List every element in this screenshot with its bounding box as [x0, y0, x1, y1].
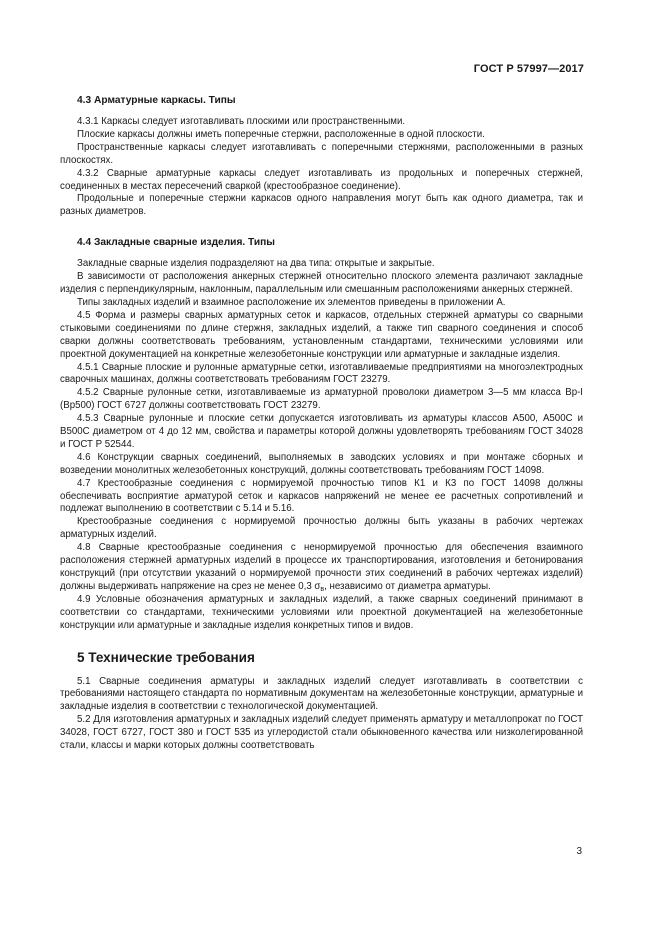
section-5-title: 5 Технические требования	[77, 649, 255, 665]
paragraph-4-9: 4.9 Условные обозначения арматурных и закладных изделий, а также сварных соединений принимают в соответствии со стандартами, техническими условиями или проектной документацией на железобетонные конструкции или арматурные и закладные изделия конкретных типов и видов.	[60, 593, 583, 631]
paragraph-5-2: 5.2 Для изготовления арматурных и закладных изделий следует применять арматуру и металлопрокат по ГОСТ 34028, ГОСТ 6727, ГОСТ 380 и ГОСТ 535 из углеродистой стали обыкновенного качества или низколегированной стали, классы и марки которых должны соответствовать	[60, 714, 583, 752]
paragraph-4-5-2: 4.5.2 Сварные рулонные сетки, изготавливаемые из арматурной проволоки диаметром 3—5 мм класса Вр-I (Вр500) ГОСТ 6727 должны соответствовать ГОСТ 23279.	[60, 387, 583, 412]
sigma-subscript: в	[320, 585, 325, 593]
paragraph-4-5-3: 4.5.3 Сварные рулонные и плоские сетки допускается изготовливать из арматуры классов А500, А500С и В500С диаметром от 4 до 12 мм, свойства и параметры которой должны удовлетворять требованиям ГОСТ 34028 и ГОСТ Р 52544.	[60, 413, 583, 450]
paragraph-4-6: 4.6 Конструкции сварных соединений, выполняемых в заводских условиях и при монтаже сборных и возведении монолитных железобетонных конструкций, должны соответствовать требованиям ГОСТ 14098.	[60, 451, 583, 476]
paragraph-4-5-1: 4.5.1 Сварные плоские и рулонные арматурные сетки, изготавливаемые предприятиями на многоэлектродных сварочных машинах, должны соответствовать требованиям ГОСТ 23279.	[60, 361, 583, 386]
section-4-3-title: 4.3 Арматурные каркасы. Типы	[77, 95, 236, 106]
paragraph-5-1: 5.1 Сварные соединения арматуры и закладных изделий следует изготавливать в соответствии с требованиями настоящего стандарта по нормативным документам на железобетонные конструкции, арматурные и закладные изделия в соответствии с технологической документацией.	[60, 675, 583, 713]
paragraph-4-8	[60, 542, 583, 594]
paragraph-4-7: 4.7 Крестообразные соединения с нормируемой прочностью типов К1 и К3 по ГОСТ 14098 должны обеспечивать восприятие арматурой сеток и каркасов напряжений не менее ее расчетных сопротивлений и подлежат выполнению в соответствии с 5.14 и 5.16.	[60, 477, 583, 515]
standard-code: ГОСТ Р 57997—2017	[473, 63, 584, 75]
paragraph-cross-joints: Крестообразные соединения с нормируемой прочностью должны быть указаны в рабочих чертежах арматурных изделий.	[60, 516, 583, 541]
paragraph-4-8-text: 4.8 Сварные крестообразные соединения с ненормируемой прочностью для обеспечения взаимного расположения стержней арматурных изделий в процессе их транспортирования, изготовления и бетонирования конструкций (при отсутствии указаний о нормируемой прочности этих соединений в рабочих чертежах изделий) должны выдерживать напряжение на срез не менее 0,3 σ	[60, 542, 583, 592]
paragraph-appendix-a: Типы закладных изделий и взаимное расположение их элементов приведены в приложении А.	[77, 296, 506, 308]
paragraph-4-3-2: 4.3.2 Сварные арматурные каркасы следует изготавливать из продольных и поперечных стержней, соединенных в местах пересечений сваркой (крестообразное соединение).	[60, 167, 583, 192]
paragraph-4-3-1: 4.3.1 Каркасы следует изготавливать плоскими или пространственными.	[77, 116, 406, 127]
paragraph-4-8-tail: , независимо от диаметра арматуры.	[324, 580, 491, 592]
paragraph-flat-frames: Плоские каркасы должны иметь поперечные стержни, расположенные в одной плоскости.	[77, 128, 485, 140]
paragraph-bar-diameters: Продольные и поперечные стержни каркасов одного направления могут быть как одного диаметра, так и разных диаметров.	[60, 193, 583, 218]
paragraph-spatial-frames: Пространственные каркасы следует изготавливать с поперечными стержнями, расположенными в разных плоскостях.	[60, 141, 583, 166]
page-number: 3	[576, 846, 582, 857]
paragraph-4-5: 4.5 Форма и размеры сварных арматурных сеток и каркасов, отдельных стержней арматуры со сварными стыковыми соединениями по длине стержня, закладных изделий, а также тип сварного соединения и способ сварки должны соответствовать требованиям, установленным стандартами, техническими условиями или проектной документацией на конкретные железобетонные конструкции или арматурные и закладные изделия.	[60, 309, 583, 360]
page-content	[60, 94, 583, 753]
paragraph-anchor-layout: В зависимости от расположения анкерных стержней относительно плоского элемента различают закладные изделия с перпендикулярным, наклонным, параллельным или смешанным расположениями анкерных стержней.	[60, 271, 583, 296]
paragraph-embedded-types: Закладные сварные изделия подразделяют на два типа: открытые и закрытые.	[77, 258, 435, 270]
section-4-4-title: 4.4 Закладные сварные изделия. Типы	[77, 237, 275, 249]
